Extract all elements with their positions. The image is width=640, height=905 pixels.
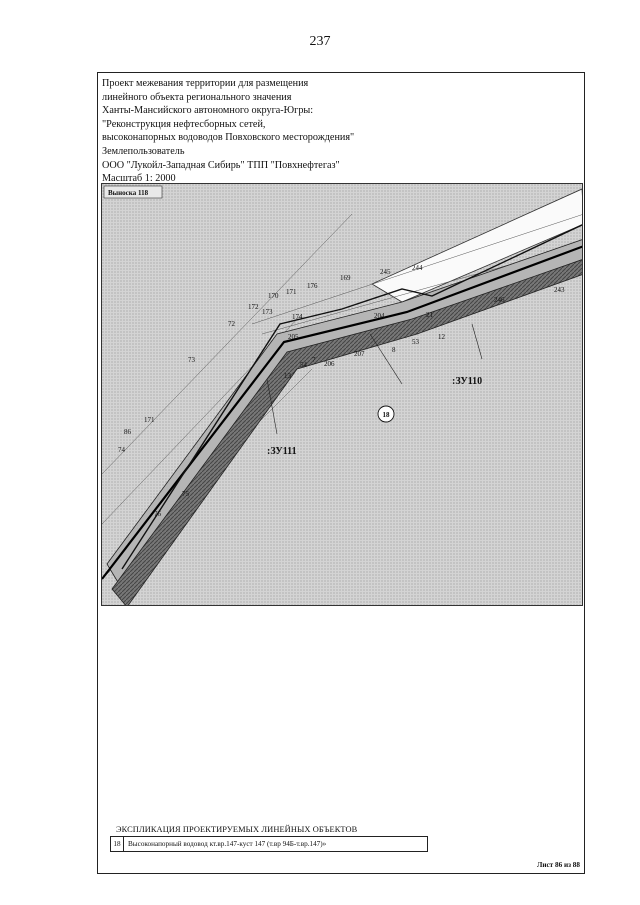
point-label: 207 <box>354 350 365 358</box>
point-label: 206 <box>324 360 335 368</box>
point-label: 244 <box>412 264 423 272</box>
header-line: линейного объекта регионального значения <box>102 91 292 103</box>
explication-num: 18 <box>111 837 124 851</box>
point-label: 75 <box>182 490 189 498</box>
map-inset <box>101 183 583 606</box>
explication-row <box>110 836 428 852</box>
point-label: 86 <box>124 428 131 436</box>
header-line: Землепользователь <box>102 145 185 157</box>
point-label: 205 <box>288 333 299 341</box>
cadastral-map <box>102 184 583 606</box>
point-label: 8 <box>392 346 396 354</box>
explication-text: Высоконапорный водовод кт.вр.147-куст 147 (т.вр 94Б-т.вр.147)» <box>128 840 327 848</box>
zone-label: :ЗУ110 <box>452 376 483 387</box>
header-line: Ханты-Мансийского автономного округа-Югры: <box>102 105 314 117</box>
point-label: 74 <box>118 446 125 454</box>
sheet-label: Лист 86 из 88 <box>536 861 580 869</box>
drawing-frame <box>97 72 585 874</box>
point-label: 53 <box>412 338 419 346</box>
inset-title: Выноска 118 <box>108 189 149 197</box>
point-label: 171 <box>286 288 297 296</box>
point-label: 7 <box>312 356 316 364</box>
point-label: 246 <box>494 296 505 304</box>
header-line: ООО "Лукойл-Западная Сибирь" ТПП "Повхнефтегаз" <box>102 159 340 171</box>
point-label: 170 <box>268 292 279 300</box>
point-label: 245 <box>380 268 391 276</box>
point-label: 73 <box>188 356 195 364</box>
explication-title: ЭКСПЛИКАЦИЯ ПРОЕКТИРУЕМЫХ ЛИНЕЙНЫХ ОБЪЕКТОВ <box>116 825 358 834</box>
point-label: 172 <box>248 303 259 311</box>
point-label: 72 <box>228 320 235 328</box>
title-block <box>102 77 354 186</box>
header-line: "Реконструкция нефтесборных сетей, <box>102 118 266 130</box>
point-label: 76 <box>154 510 161 518</box>
point-label: 174 <box>292 313 303 321</box>
object-marker-label: 18 <box>382 411 390 419</box>
point-label: 54 <box>300 361 307 369</box>
zone-label: :ЗУ111 <box>267 446 297 457</box>
point-label: 176 <box>307 282 318 290</box>
header-line: Проект межевания территории для размещения <box>102 78 309 89</box>
header-line: Масштаб 1: 2000 <box>102 173 176 185</box>
point-label: 21 <box>426 311 433 319</box>
header-line: высоконапорных водоводов Повховского месторождения" <box>102 132 355 144</box>
point-label: 169 <box>340 274 351 282</box>
point-label: 12 <box>438 333 445 341</box>
point-label: 243 <box>554 286 565 294</box>
point-label: 204 <box>374 312 385 320</box>
point-label: 171 <box>144 416 155 424</box>
point-label: 173 <box>262 308 273 316</box>
point-label: 13 <box>284 372 291 380</box>
page-number: 237 <box>309 34 331 49</box>
